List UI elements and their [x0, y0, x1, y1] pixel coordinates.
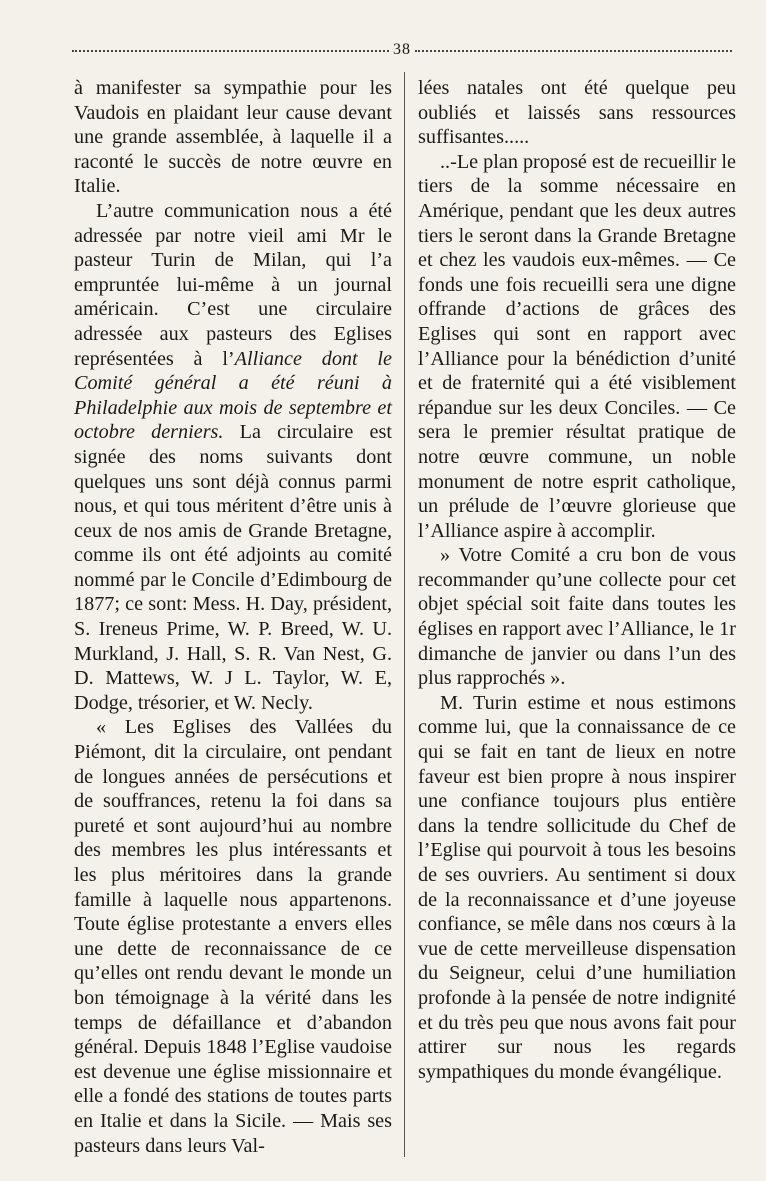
right-paragraph-2: ..-Le plan proposé est de recueillir le tiers de la somme nécessaire en Amérique, pendant que les deux autres tiers le seront dans la Grande Bretagne et chez les vaudois eux-mêmes. — Ce fonds une fois recueilli sera une digne offrande d’actions de grâces des Eglises qui sont en rapport avec l’Alliance pour la bénédiction d’unité et de fraternité qui a été visiblement répandue sur les deux Conciles. — Ce sera le premier résultat pratique de notre œuvre commune, un noble monument de notre esprit catholique, un prélude de l’œuvre glorieuse que l’Alliance aspire à accomplir. — [418, 150, 736, 542]
left-paragraph-2-italic: Alliance dont le Comité général a été réuni à Philadelphie aux mois de septembre et octobre derniers. — [74, 347, 392, 444]
left-paragraph-1: à manifester sa sympathie pour les Vaudois en plaidant leur cause devant une grande assemblée, à laquelle il a raconté le succès de notre œuvre en Italie. — [74, 77, 392, 198]
right-paragraph-3: » Votre Comité a cru bon de vous recommander qu’une collecte pour cet objet spécial soit faite dans toutes les églises en rapport avec l’Alliance, le 1r dimanche de janvier ou dans l’un des plus rapprochés ». — [418, 544, 736, 690]
left-paragraph-2-text-before: L’autre communication nous a été adressée par notre vieil ami Mr le pasteur Turin de Milan, qui l’a empruntée lui-même à un journal américain. C’est une circulaire adressée aux pasteurs des Eglises représentées à l’ — [74, 199, 392, 370]
left-paragraph-2-text-after: La circulaire est signée des noms suivants dont quelques uns sont déjà connus parmi nous, et qui tous méritent d’être unis à ceux de nos amis de Grande Bretagne, comme ils ont été adjoints au comité nommé par le Concile d’Edimbourg de 1877; ce sont: Mess. H. Day, président, S. Ireneus Prime, W. P. Breed, W. U. Murkland, J. Hall, S. R. Van Nest, G. D. Mattews, W. J L. Taylor, W. E, Dodge, trésorier, et W. Necly. — [74, 421, 392, 714]
column-divider — [404, 72, 405, 1157]
page-number: 38 — [393, 41, 411, 58]
header-rule-left — [72, 50, 389, 52]
left-column — [74, 76, 392, 1158]
right-column — [418, 76, 736, 1084]
page-header — [72, 40, 732, 60]
left-paragraph-2 — [74, 199, 392, 715]
right-paragraph-1: lées natales ont été quelque peu oubliés et laissés sans ressources suffisantes..... — [418, 77, 736, 149]
right-paragraph-4: M. Turin estime et nous estimons comme lui, que la connaissance de ce qui se fait en tant de lieux en notre faveur est bien propre à nous inspirer une confiance toujours plus entière dans la tendre sollicitude du Chef de l’Eglise qui pourvoit à tous les besoins de ses ouvriers. Au sentiment si doux de la reconnaissance et d’une joyeuse confiance, se mêle dans nos cœurs à la vue de cette merveilleuse dispensation du Seigneur, celui d’une humiliation profonde à la pensée de notre indignité et du très peu que nous avons fait pour attirer sur nous les regards sympathiques du monde évangélique. — [418, 691, 736, 1083]
header-rule-right — [415, 50, 732, 52]
left-paragraph-3: « Les Eglises des Vallées du Piémont, dit la circulaire, ont pendant de longues années de persécutions et de souffrances, retenu la foi dans sa pureté et sont aujourd’hui au nombre des membres les plus intéressants et les plus méritoires dans la grande famille à laquelle nous appartenons. Toute église protestante a envers elles une dette de reconnaissance de ce qu’elles ont rendu devant le monde un bon témoignage à la vérité dans les temps de défaillance et d’abandon général. Depuis 1848 l’Eglise vaudoise est devenue une église missionnaire et elle a fondé des stations de toutes parts en Italie et dans la Sicile. — Mais ses pasteurs dans leurs Val- — [74, 716, 392, 1157]
